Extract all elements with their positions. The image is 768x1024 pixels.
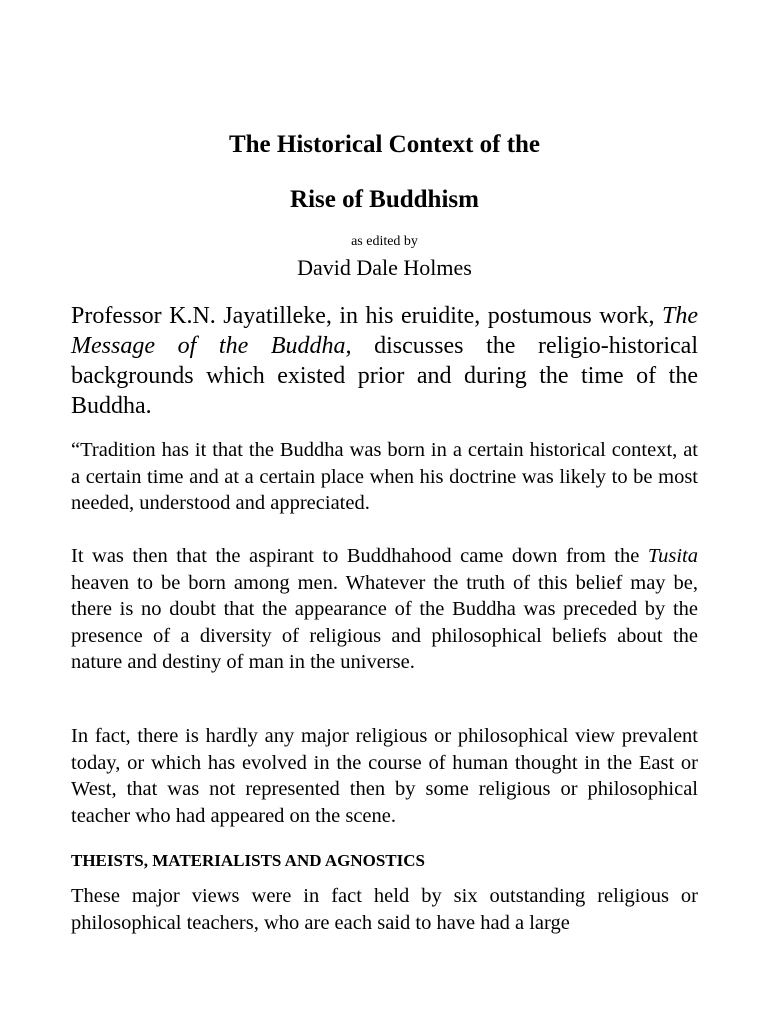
intro-text-end: discusses the religio-historical backgrounds which existed prior and during the time of the Buddha. [71, 333, 699, 419]
edited-by-caption: as edited by [351, 234, 418, 249]
body-paragraph-4: These major views were in fact held by six outstanding religious or philosophical teachers, who are each said to have had a large [71, 885, 698, 934]
editor-name: David Dale Holmes [297, 255, 472, 280]
document-title-line-2: Rise of Buddhism [290, 186, 479, 213]
body-paragraph-1: “Tradition has it that the Buddha was born in a certain historical context, at a certain time and at a certain place when his doctrine was likely to be most needed, understood and appreciated. [71, 439, 698, 514]
book-title: The Message of the Buddha, [71, 303, 698, 359]
section-heading: THEISTS, MATERIALISTS AND AGNOSTICS [71, 851, 425, 870]
paragraph-2-text-end: heaven to be born among men. Whatever the truth of this belief may be, there is no doubt that the appearance of the Buddha was preceded by the presence of a diversity of religious and philosophical beliefs about the nature and destiny of man in the universe. [71, 571, 698, 673]
document-title-line-1: The Historical Context of the [228, 131, 541, 158]
paragraph-2-text-start: It was then that the aspirant to Buddhahood came down from the [71, 545, 648, 567]
tusita-term: Tusita [647, 545, 698, 567]
document-page [71, 0, 698, 1024]
body-paragraph-2 [71, 543, 698, 676]
intro-paragraph [71, 301, 698, 421]
body-paragraph-3: In fact, there is hardly any major religious or philosophical view prevalent today, or which has evolved in the course of human thought in the East or West, that was not represented then by some religious or philosophical teacher who had appeared on the scene. [71, 725, 698, 827]
intro-text-start: Professor K.N. Jayatilleke, in his eruidite, postumous work, [71, 303, 662, 329]
